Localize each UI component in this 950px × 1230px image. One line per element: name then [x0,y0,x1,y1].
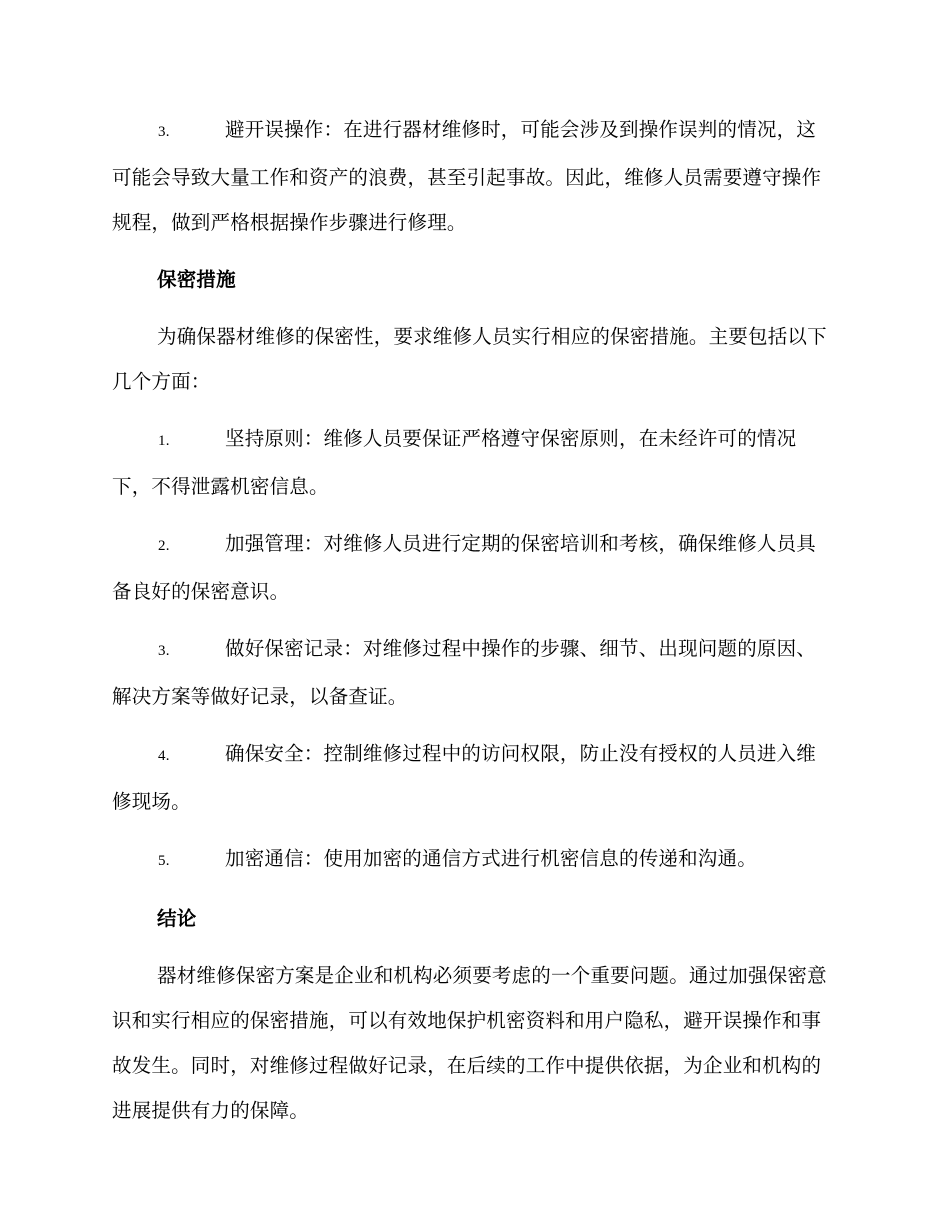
list-item [112,731,834,824]
list-item-text: 加密通信：使用加密的通信方式进行机密信息的传递和沟通。 [225,847,757,870]
list-item-text: 加强管理：对维修人员进行定期的保密培训和考核，确保维修人员具备良好的保密意识。 [112,532,817,603]
list-item [112,521,834,614]
section-heading-conclusion: 结论 [157,907,197,930]
section-heading-security: 保密措施 [157,268,236,291]
list-item [112,626,834,719]
list-item-number: 4. [158,748,170,764]
list-item-text: 做好保密记录：对维修过程中操作的步骤、细节、出现问题的原因、解决方案等做好记录，以备查证。 [112,637,817,708]
section-intro-paragraph: 为确保器材维修的保密性，要求维修人员实行相应的保密措施。主要包括以下几个方面： [112,325,827,393]
list-item-text: 确保安全：控制维修过程中的访问权限，防止没有授权的人员进入维修现场。 [112,742,817,813]
list-item-text: 坚持原则：维修人员要保证严格遵守保密原则，在未经许可的情况下，不得泄露机密信息。 [112,427,797,498]
list-item [112,416,834,509]
conclusion-paragraph: 器材维修保密方案是企业和机构必须要考虑的一个重要问题。通过加强保密意识和实行相应的保密措施，可以有效地保护机密资料和用户隐私，避开误操作和事故发生。同时，对维修过程做好记录，在后续的工作中提供依据，为企业和机构的进展提供有力的保障。 [112,964,827,1122]
list-item-number: 3. [158,643,170,659]
list-item [112,836,834,884]
list-item-text: 避开误操作：在进行器材维修时，可能会涉及到操作误判的情况，这可能会导致大量工作和资产的浪费，甚至引起事故。因此，维修人员需要遵守操作规程，做到严格根据操作步骤进行修理。 [112,118,822,234]
document-body [112,107,834,1145]
list-item-number: 3. [158,124,170,140]
list-item-number: 1. [158,433,170,449]
list-item-number: 2. [158,538,170,554]
list-item [112,107,834,245]
list-item-number: 5. [158,853,170,869]
